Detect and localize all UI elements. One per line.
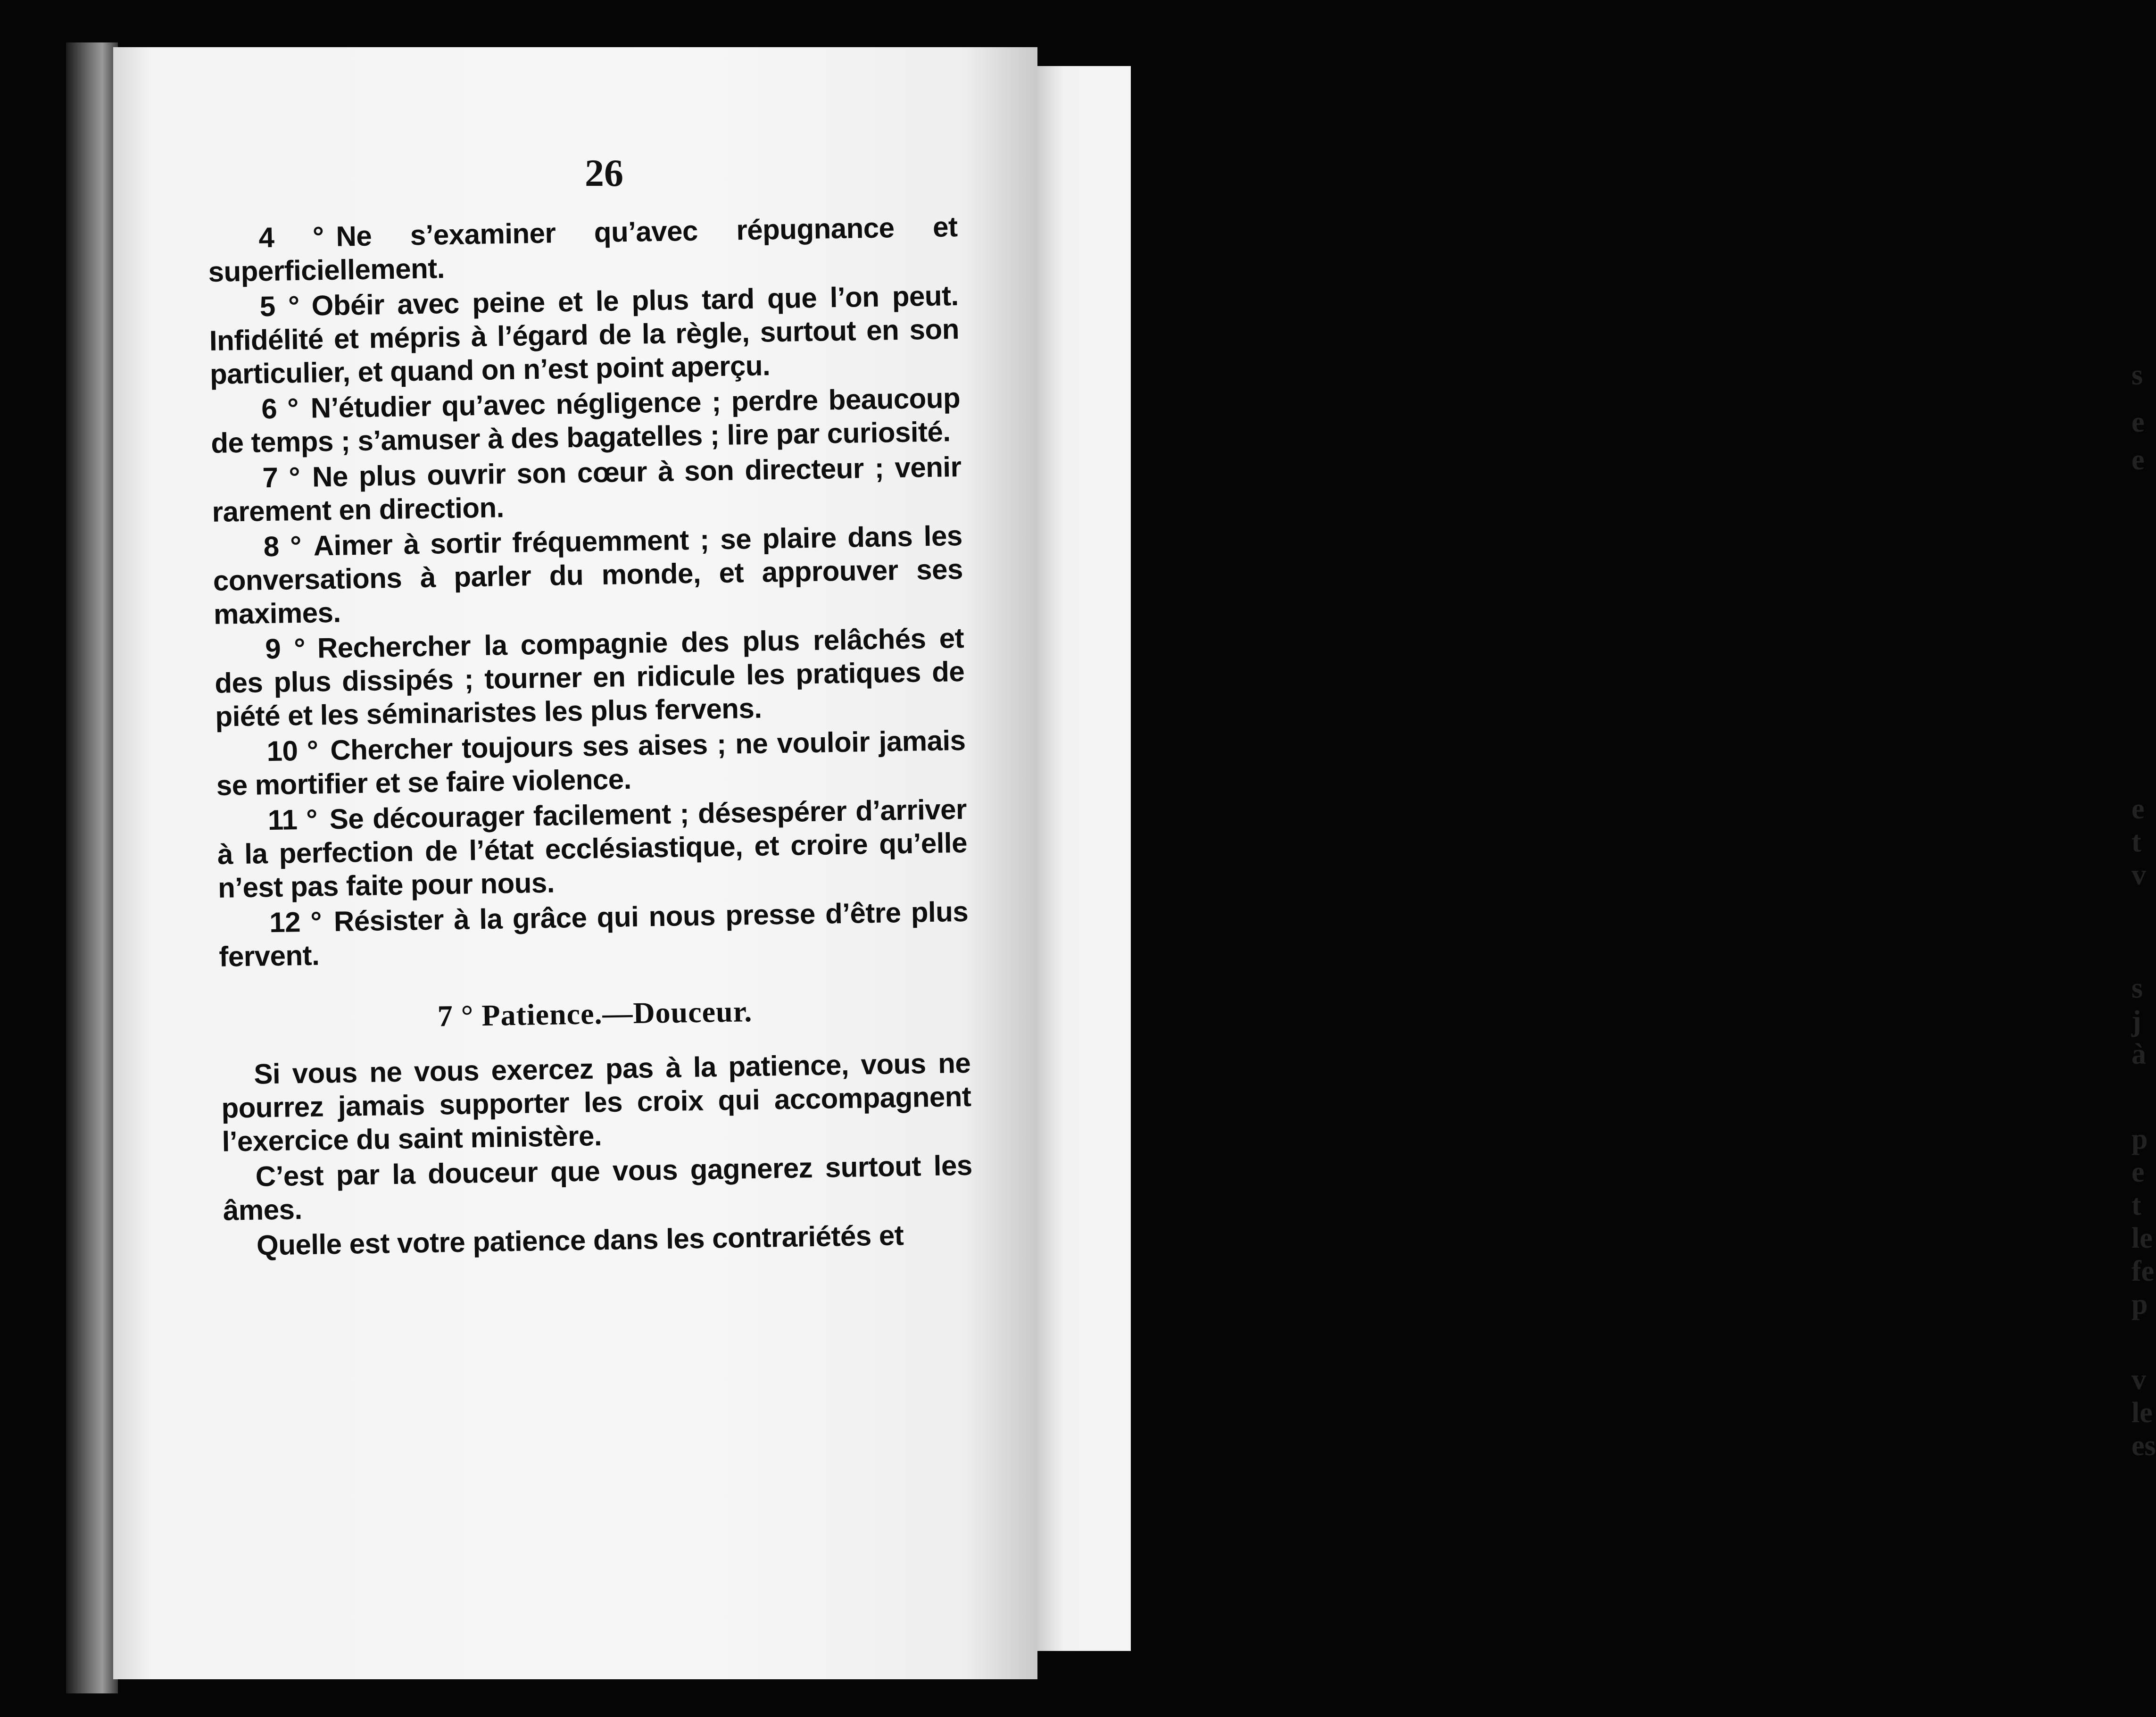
book-spine <box>66 42 118 1693</box>
item-number: 7 ° <box>262 461 300 494</box>
item-text: Obéir avec peine et le plus tard que l’on peut. Infidélité et mépris à l’égard de la règle, surtout en son particulier, et quand on n’est point aperçu. <box>209 280 960 390</box>
facing-letter: e <box>2131 444 2145 476</box>
facing-letter: e <box>2131 793 2145 825</box>
item-number: 9 ° <box>265 632 306 665</box>
facing-letter: e <box>2131 1156 2145 1188</box>
facing-letter: à <box>2131 1038 2146 1070</box>
page-number: 26 <box>585 151 623 194</box>
facing-letter: s <box>2131 972 2143 1004</box>
item-text: Aimer à sortir fréquemment ; se plaire dans les conversations à parler du monde, et approuver ses maximes. <box>213 519 963 630</box>
item-text: Se décourager facilement ; désespérer d’arriver à la perfection de l’état ecclésiastique, et croire qu’elle n’est pas faite pour nous. <box>217 793 968 904</box>
facing-letter: t <box>2131 826 2141 858</box>
facing-letter: le <box>2131 1222 2153 1254</box>
facing-letter: p <box>2131 1123 2148 1155</box>
facing-letter: t <box>2131 1189 2141 1221</box>
facing-letter: fe <box>2131 1255 2155 1287</box>
facing-letter: j <box>2131 1005 2141 1037</box>
item-text: Chercher toujours ses aises ; ne vouloir jamais se mortifier et se faire violence. <box>216 724 966 801</box>
list-item <box>210 381 961 460</box>
list-item <box>211 450 962 529</box>
paragraph: C’est par la douceur que vous gagnerez surtout les âmes. <box>223 1149 973 1226</box>
facing-letter: v <box>2131 859 2146 891</box>
facing-letter: v <box>2131 1364 2146 1396</box>
facing-letter: s <box>2131 359 2143 391</box>
item-number: 5 ° <box>259 290 300 323</box>
list-item <box>216 724 966 802</box>
list-item <box>207 210 958 289</box>
list-item <box>208 279 960 391</box>
item-text: N’étudier qu’avec négligence ; perdre beaucoup de temps ; s’amuser à des bagatelles ; lire par curiosité. <box>210 382 961 459</box>
facing-letter: es <box>2131 1430 2156 1462</box>
facing-letter: p <box>2131 1288 2148 1320</box>
item-number: 11 ° <box>267 803 318 836</box>
paragraph: Quelle est votre patience dans les contrariétés et <box>256 1219 904 1261</box>
section-heading: 7 ° Patience.—Douceur. <box>437 994 753 1033</box>
facing-page-letters <box>2131 358 2156 1491</box>
item-number: 12 ° <box>269 906 322 939</box>
item-text: Résister à la grâce qui nous presse d’être plus fervent. <box>218 895 969 973</box>
item-text: Ne plus ouvrir son cœur à son directeur ; venir rarement en direction. <box>212 450 962 528</box>
facing-letter: le <box>2131 1397 2153 1429</box>
list-item <box>212 519 963 631</box>
list-item <box>218 895 969 974</box>
paragraph: Si vous ne vous exercez pas à la patience, vous ne pourrez jamais supporter les croix qui accompagnent l’exercice du saint ministère. <box>221 1047 971 1158</box>
facing-letter: e <box>2131 406 2145 438</box>
item-number: 8 ° <box>263 530 302 563</box>
item-number: 4 ° <box>258 221 324 254</box>
item-number: 6 ° <box>261 392 299 425</box>
item-text: Rechercher la compagnie des plus relâchés et des plus dissipés ; tourner en ridicule les pratiques de piété et les séminaristes les plus fervens. <box>214 622 965 733</box>
list-item <box>214 621 965 733</box>
item-number: 10 ° <box>266 734 318 767</box>
item-text: Ne s’examiner qu’avec répugnance et superficiellement. <box>208 211 958 288</box>
list-item <box>216 792 968 905</box>
page-text <box>207 210 974 1265</box>
